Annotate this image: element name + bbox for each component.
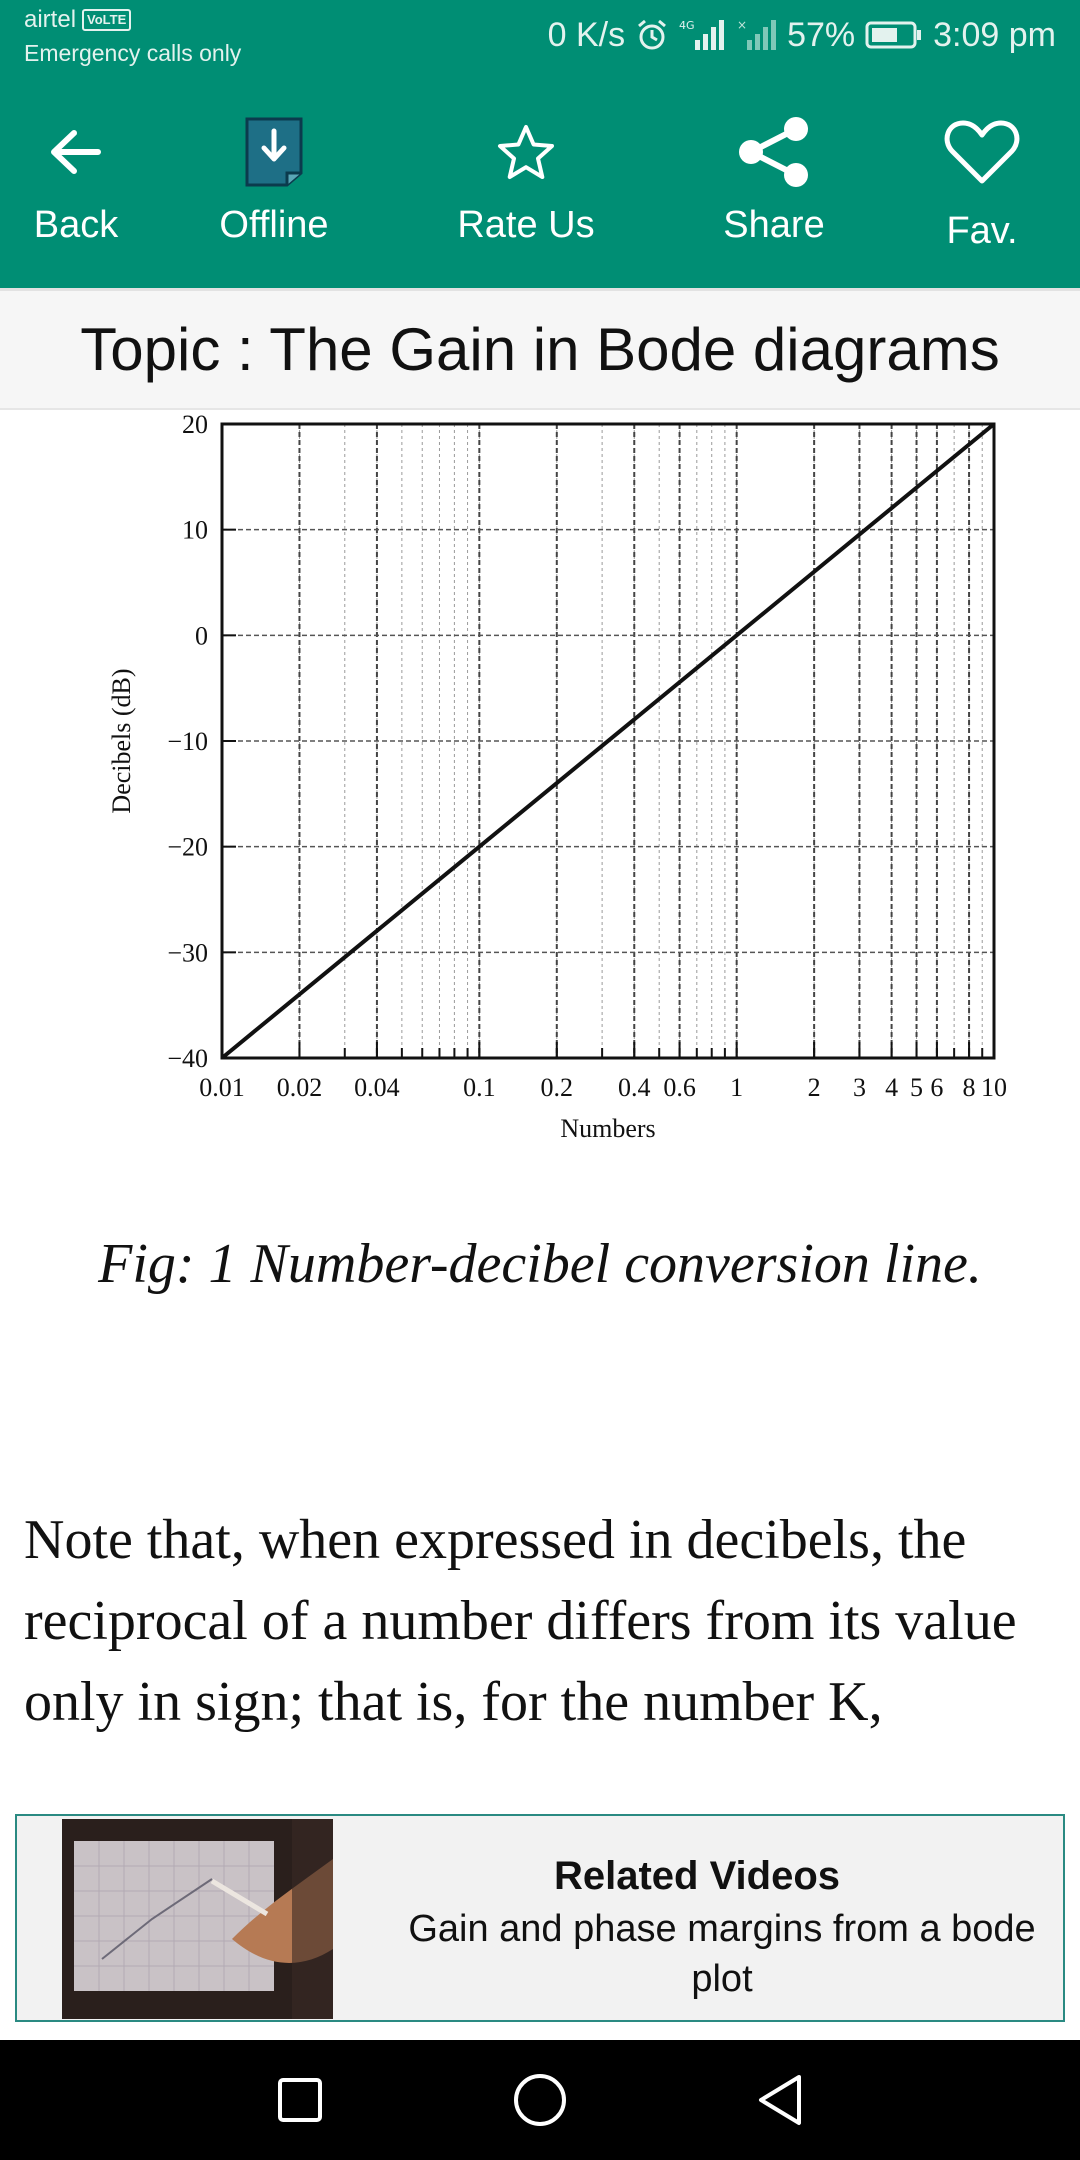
favourite-label: Fav.	[946, 210, 1018, 252]
y-tick-label: −40	[167, 1044, 208, 1073]
x-tick-label: 4	[885, 1073, 899, 1102]
star-icon	[496, 112, 556, 192]
share-icon	[736, 112, 812, 192]
topic-title: Topic : The Gain in Bode diagrams	[80, 316, 1000, 383]
x-tick-label: 8	[962, 1073, 976, 1102]
download-icon	[243, 112, 305, 192]
x-tick-label: 0.01	[199, 1073, 245, 1102]
recents-button[interactable]	[260, 2060, 340, 2140]
alarm-icon	[635, 18, 669, 52]
svg-text:4G: 4G	[679, 19, 695, 32]
x-tick-label: 0.1	[463, 1073, 496, 1102]
related-videos-title: Related Videos	[553, 1854, 841, 1898]
network-speed: 0 K/s	[547, 15, 626, 54]
battery-icon	[865, 20, 923, 50]
carrier	[24, 6, 131, 34]
x-tick-label: 3	[852, 1073, 866, 1102]
y-tick-label: −30	[167, 938, 208, 968]
body-paragraph: Note that, when expressed in decibels, the reciprocal of a number differs from its value only in sign; that is, for the number K,	[24, 1509, 1017, 1733]
topic-header	[0, 288, 1080, 410]
favourite-button[interactable]	[930, 72, 1034, 288]
signal-no-sim-icon	[737, 18, 777, 52]
figure-caption: Fig: 1 Number-decibel conversion line.	[98, 1233, 982, 1295]
arrow-left-icon	[48, 112, 104, 192]
x-tick-label: 0.2	[540, 1073, 574, 1102]
y-axis-label: Decibels (dB)	[107, 668, 136, 814]
battery-percent: 57%	[787, 15, 856, 54]
back-nav-button[interactable]	[740, 2060, 820, 2140]
number-decibel-chart	[0, 410, 1080, 1150]
rate-us-button[interactable]	[446, 72, 606, 288]
related-video-title[interactable]: Gain and phase margins from a bode plot	[408, 1908, 1036, 2000]
home-button[interactable]	[500, 2060, 580, 2140]
circle-icon	[511, 2071, 569, 2129]
x-tick-label: 5	[910, 1073, 924, 1102]
triangle-back-icon	[755, 2073, 805, 2127]
share-label: Share	[723, 204, 825, 246]
share-button[interactable]	[712, 72, 836, 288]
y-tick-label: 10	[182, 515, 208, 545]
clock-time: 3:09 pm	[933, 15, 1056, 54]
status-indicators	[548, 12, 1056, 58]
y-tick-label: −20	[167, 832, 208, 862]
toolbar	[0, 72, 1080, 288]
navigation-bar	[0, 2040, 1080, 2160]
emergency-text: Emergency calls only	[24, 40, 242, 66]
x-tick-label: 0.4	[618, 1073, 651, 1102]
square-icon	[275, 2075, 325, 2125]
x-tick-label: 6	[930, 1073, 944, 1102]
back-button[interactable]	[18, 72, 134, 288]
chart-figure	[0, 410, 1080, 1150]
heart-icon	[944, 112, 1020, 192]
x-axis-label: Numbers	[560, 1114, 656, 1143]
y-tick-label: 0	[195, 621, 208, 651]
y-tick-label: 20	[182, 410, 208, 439]
offline-label: Offline	[219, 204, 329, 246]
svg-text:×: ×	[737, 18, 748, 32]
x-tick-label: 10	[981, 1073, 1007, 1102]
carrier-name: airtel	[24, 6, 77, 33]
x-tick-label: 2	[807, 1073, 821, 1102]
signal-4g-icon	[679, 18, 727, 52]
y-tick-label: −10	[167, 727, 208, 756]
x-tick-label: 1	[730, 1073, 744, 1102]
offline-button[interactable]	[208, 72, 340, 288]
x-tick-label: 0.04	[354, 1073, 400, 1102]
back-label: Back	[33, 204, 119, 246]
x-tick-label: 0.6	[663, 1073, 696, 1102]
related-videos-card[interactable]	[15, 1814, 1065, 2022]
video-thumbnail[interactable]	[62, 1819, 333, 2019]
x-tick-label: 0.02	[276, 1073, 323, 1102]
volte-badge: VoLTE	[82, 9, 131, 31]
rate-us-label: Rate Us	[457, 204, 595, 246]
status-bar	[0, 0, 1080, 72]
